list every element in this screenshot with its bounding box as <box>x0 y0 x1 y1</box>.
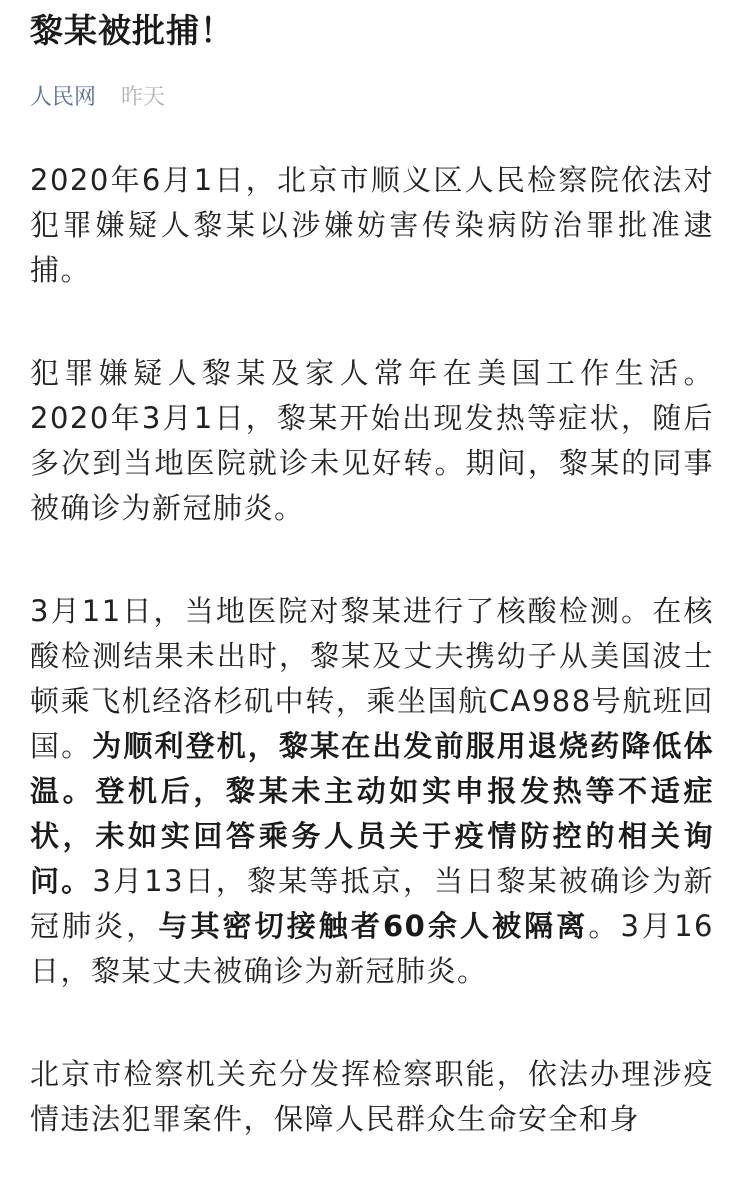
article-title: 黎某被批捕！ <box>30 11 234 50</box>
paragraph-3-bold-segment-1: 为顺利登机，黎某在出发前服用退烧药降低体温。登机后，黎某未主动如实申报发热等不适症状，未如实回答乘务人员关于疫情防控的相关询问。 <box>30 729 714 898</box>
paragraph-3-segment-1: 3月11日，当地医院对黎某进行了核酸检测。在核酸检测结果未出时，黎某及丈夫携幼子从美国波士顿乘飞机经洛杉矶中转，乘坐国航CA988号航班回国。 <box>30 594 714 763</box>
paragraph-4: 北京市检察机关充分发挥检察职能，依法办理涉疫情违法犯罪案件，保障人民群众生命安全和身 <box>30 1057 714 1136</box>
paragraph-3-segment-2: 3月13日，黎某等抵京，当日黎某被确诊为新冠肺炎， <box>30 864 714 943</box>
paragraph-2: 犯罪嫌疑人黎某及家人常年在美国工作生活。2020年3月1日，黎某开始出现发热等症状，随后多次到当地医院就诊未见好转。期间，黎某的同事被确诊为新冠肺炎。 <box>30 356 714 525</box>
paragraph-1: 2020年6月1日，北京市顺义区人民检察院依法对犯罪嫌疑人黎某以涉嫌妨害传染病防治罪批准逮捕。 <box>30 163 714 287</box>
source-link[interactable]: 人民网 <box>30 85 97 110</box>
article-meta <box>30 82 714 114</box>
article-body <box>30 158 714 1142</box>
paragraph-3 <box>30 589 714 994</box>
paragraph-3-bold-segment-2: 与其密切接触者60余人被隔离 <box>158 909 589 943</box>
paragraph-3-segment-3: 。3月16日，黎某丈夫被确诊为新冠肺炎。 <box>30 909 714 988</box>
publish-date: 昨天 <box>121 85 166 110</box>
